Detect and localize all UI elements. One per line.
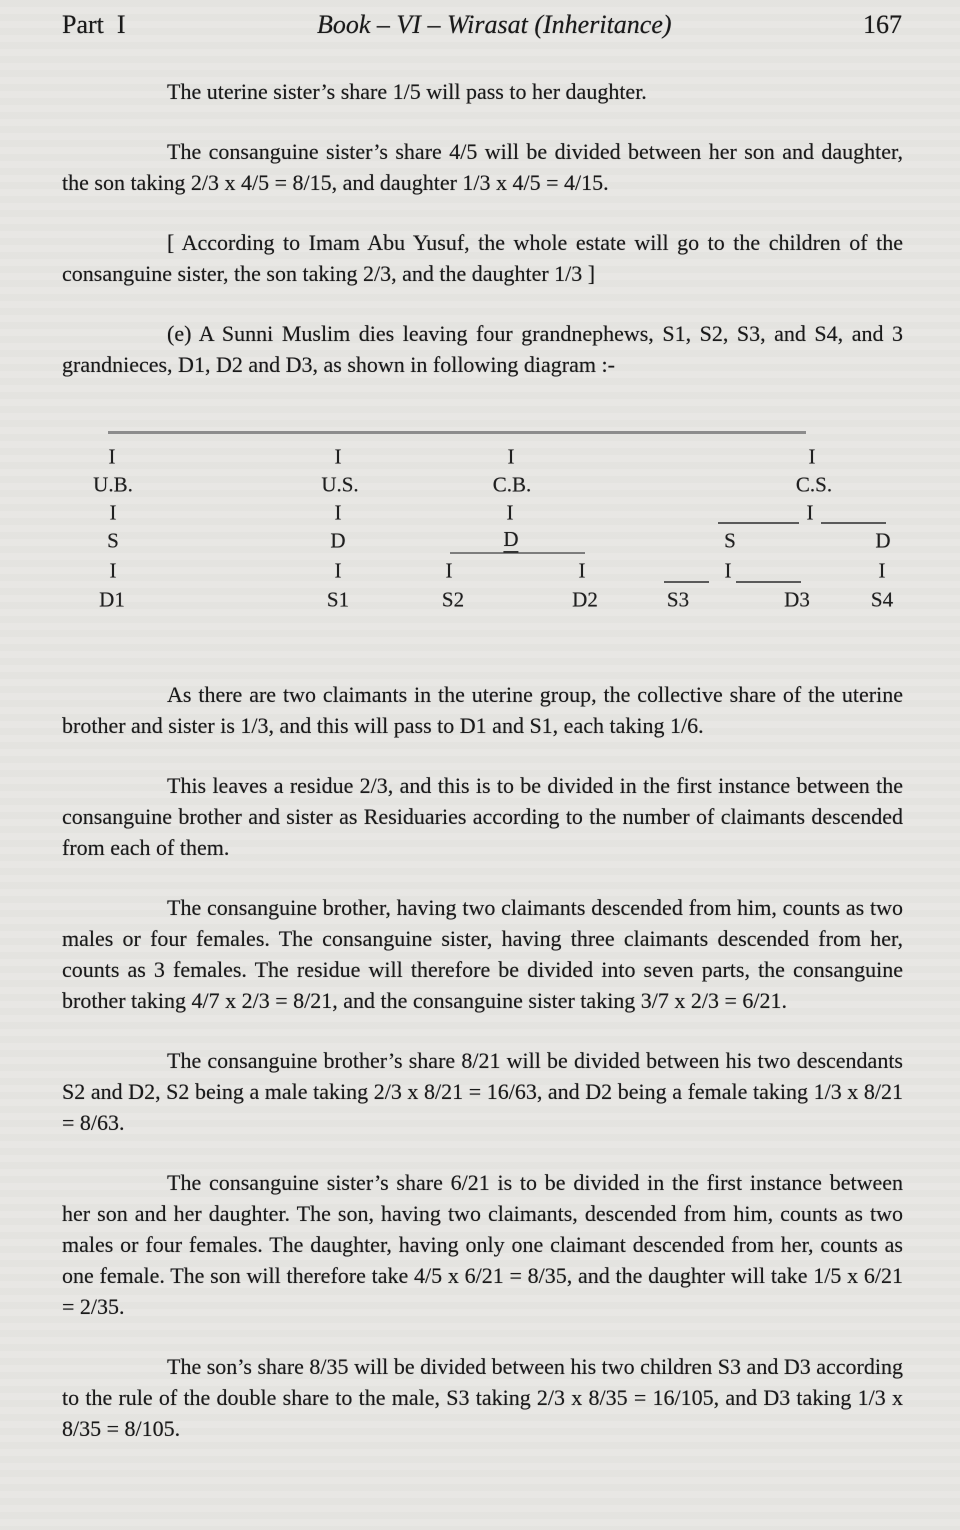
cs-branch-right bbox=[821, 522, 886, 524]
s-branch-left bbox=[664, 581, 709, 583]
diagram-node-i: I bbox=[808, 444, 816, 469]
paragraph-2: The consanguine sister’s share 4/5 will be divided between her son and daughter, the son taking 2/3 x 4/5 = 8/15, and daughter 1/3 x 4/5 = 4/15. bbox=[62, 139, 903, 195]
diagram-node-i: I bbox=[507, 444, 515, 469]
diagram-node-i: I bbox=[334, 444, 342, 469]
paragraph-3: [ According to Imam Abu Yusuf, the whole estate will go to the children of the consanguine sister, the son taking 2/3, and the daughter 1/3 ] bbox=[62, 230, 903, 286]
s-branch-right bbox=[736, 581, 801, 583]
diagram-node-d1: D1 bbox=[99, 587, 125, 612]
diagram-node-i: I bbox=[108, 444, 116, 469]
diagram-node-d3: D3 bbox=[784, 587, 810, 612]
diagram-node-i: I bbox=[578, 558, 586, 583]
header-book-title: Book – VI – Wirasat (Inheritance) bbox=[317, 10, 672, 39]
paragraph-9: The consanguine sister’s share 6/21 is to be divided in the first instance between her son and her daughter. The son, having two claimants, descended from him, counts as two males or four females. The daughter, having only one claimant descended from her, counts as one female. The son will therefore take 4/5 x 6/21 = 8/35, and the daughter will take 1/5 x 6/21 = 2/35. bbox=[62, 1170, 903, 1319]
diagram-node-i: I bbox=[334, 500, 342, 525]
diagram-node-s3: S3 bbox=[666, 587, 690, 612]
paragraph-4: (e) A Sunni Muslim dies leaving four grandnephews, S1, S2, S3, and S4, and 3 grandnieces, D1, D2 and D3, as shown in following diagram :- bbox=[62, 321, 903, 377]
diagram-node-cs: C.S. bbox=[795, 472, 833, 497]
diagram-node-s: S bbox=[107, 528, 119, 553]
diagram-node-i: I bbox=[506, 500, 514, 525]
body-text-upper bbox=[0, 76, 960, 380]
paragraph-5: As there are two claimants in the uterine group, the collective share of the uterine brother and sister is 1/3, and this will pass to D1 and S1, each taking 1/6. bbox=[62, 682, 903, 738]
diagram-node-d: D bbox=[503, 527, 519, 551]
diagram-node-i: I bbox=[806, 500, 814, 525]
page-header bbox=[62, 8, 902, 42]
diagram-node-d: D bbox=[875, 528, 891, 553]
cs-branch-left bbox=[718, 522, 799, 524]
paragraph-10: The son’s share 8/35 will be divided between his two children S3 and D3 according to the rule of the double share to the male, S3 taking 2/3 x 8/35 = 16/105, and D3 taking 1/3 x 8/35 = 8/105. bbox=[62, 1354, 903, 1441]
diagram-node-s1: S1 bbox=[326, 587, 350, 612]
paragraph-8: The consanguine brother’s share 8/21 will be divided between his two descendants S2 and D2, S2 being a male taking 2/3 x 8/21 = 16/63, and D2 being a female taking 1/3 x 8/21 = 8/63. bbox=[62, 1048, 903, 1135]
diagram-node-i: I bbox=[878, 558, 886, 583]
family-tree-diagram bbox=[0, 426, 960, 618]
diagram-node-i: I bbox=[109, 558, 117, 583]
family-top-line bbox=[108, 431, 806, 434]
header-part-label: Part I bbox=[62, 10, 126, 39]
diagram-node-us: U.S. bbox=[321, 472, 359, 497]
diagram-node-i: I bbox=[334, 558, 342, 583]
diagram-node-d: D bbox=[330, 528, 346, 553]
diagram-node-i: I bbox=[109, 500, 117, 525]
paragraph-6: This leaves a residue 2/3, and this is to be divided in the first instance between the consanguine brother and sister as Residuaries according to the number of claimants descended from each of them. bbox=[62, 773, 903, 860]
diagram-node-cb: C.B. bbox=[492, 472, 532, 497]
diagram-node-i: I bbox=[724, 558, 732, 583]
body-text-lower bbox=[0, 679, 960, 1444]
diagram-node-i: I bbox=[445, 558, 453, 583]
diagram-node-s4: S4 bbox=[870, 587, 894, 612]
diagram-node-d2: D2 bbox=[572, 587, 598, 612]
page-number: 167 bbox=[863, 10, 902, 39]
diagram-node-ub: U.B. bbox=[93, 472, 133, 497]
paragraph-7: The consanguine brother, having two claimants descended from him, counts as two males or four females. The consanguine sister, having three claimants descended from her, counts as 3 females. The residue will therefore be divided into seven parts, the consanguine brother taking 4/7 x 2/3 = 8/21, and the consanguine sister taking 3/7 x 2/3 = 6/21. bbox=[62, 895, 903, 1013]
diagram-node-s: S bbox=[724, 528, 736, 553]
paragraph-1: The uterine sister’s share 1/5 will pass to her daughter. bbox=[167, 79, 647, 104]
diagram-node-s2: S2 bbox=[441, 587, 465, 612]
